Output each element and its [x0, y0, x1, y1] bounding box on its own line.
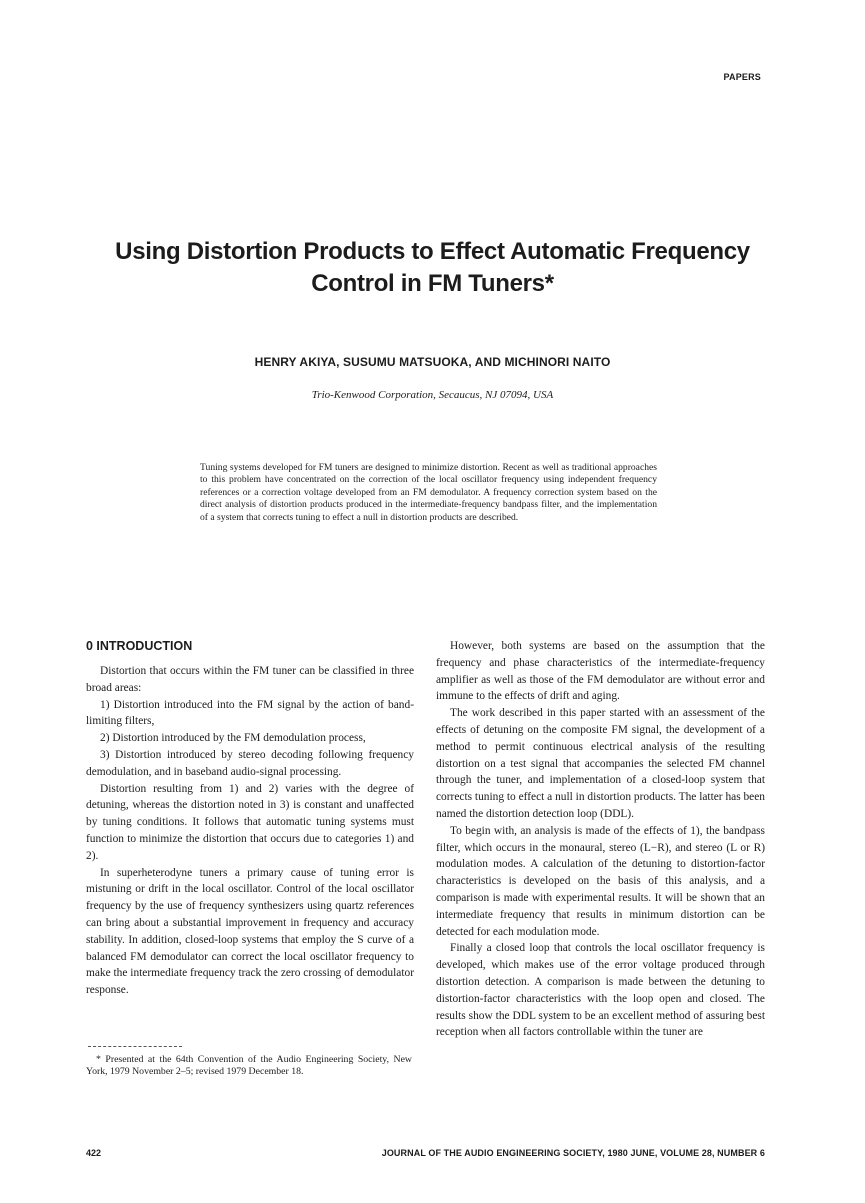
paragraph: However, both systems are based on the assumption that the frequency and phase characteristics of the intermediate-frequency amplifier as well as those of the FM demodulator are without error and immune to the effects of drift and aging. — [436, 640, 765, 703]
title-line-2: Control in FM Tuners* — [311, 270, 554, 297]
left-column — [86, 638, 414, 999]
title-line-1: Using Distortion Products to Effect Automatic Frequency — [115, 238, 750, 265]
paragraph: Distortion that occurs within the FM tuner can be classified in three broad areas: — [86, 665, 414, 694]
paragraph: To begin with, an analysis is made of the effects of 1), the bandpass filter, which occurs in the monaural, stereo (L−R), and stereo (L or R) modulation modes. A calculation of the detuning to distortion-factor characteristics is developed on the basis of this analysis, and a comparison is made with experimental results. It will be shown that an intermediate frequency that results in minimum distortion can be detected for each modulation mode. — [436, 824, 765, 938]
paragraph: 3) Distortion introduced by stereo decoding following frequency demodulation, and in baseband audio-signal processing. — [86, 748, 414, 778]
journal-footer: JOURNAL OF THE AUDIO ENGINEERING SOCIETY, 1980 JUNE, VOLUME 28, NUMBER 6 — [381, 1148, 765, 1158]
footnote — [86, 1054, 412, 1078]
author-list: HENRY AKIYA, SUSUMU MATSUOKA, AND MICHINORI NAITO — [254, 355, 611, 369]
section-label: PAPERS — [723, 72, 761, 82]
page-number: 422 — [86, 1148, 102, 1158]
paragraph: The work described in this paper started with an assessment of the effects of detuning on the composite FM signal, the development of a method to permit continuous electrical analysis of the resulting distortion on a test signal that accompanies the selected FM channel through the tuner, and implementation of a closed-loop system that corrects tuning to effect a null in distortion products. The latter has been named the distortion detection loop (DDL). — [436, 707, 765, 820]
paragraph: Distortion resulting from 1) and 2) varies with the degree of detuning, whereas the distortion noted in 3) is constant and unaffected by tuning conditions. It follows that automatic tuning systems must function to minimize the distortion that occurs due to categories 1) and 2). — [86, 782, 414, 862]
footnote-divider — [88, 1046, 182, 1047]
affiliation: Trio-Kenwood Corporation, Secaucus, NJ 07094, USA — [311, 389, 554, 401]
paragraph: Finally a closed loop that controls the local oscillator frequency is developed, which makes use of the error voltage produced through distortion detection. A comparison is made between the detuning to distortion-factor characteristics with the loop open and closed. The results show the DDL system to be an excellent method of assuring best reception when all factors controllable within the tuner are — [436, 942, 765, 1039]
section-heading: 0 INTRODUCTION — [86, 639, 193, 653]
footnote-text: * Presented at the 64th Convention of the Audio Engineering Society, New York, 1979 November 2–5; revised 1979 December 18. — [86, 1054, 412, 1077]
right-column — [436, 638, 765, 1041]
abstract: Tuning systems developed for FM tuners are designed to minimize distortion. Recent as well as traditional approaches to this problem have concentrated on the correction of the local oscillator frequency using independent frequency references or a correction voltage developed from an FM demodulator. A frequency correction system based on the direct analysis of distortion products produced in the intermediate-frequency bandpass filter, and the implementation of a system that corrects tuning to effect a null in distortion products are described. — [200, 462, 657, 523]
paragraph: 1) Distortion introduced into the FM signal by the action of band-limiting filters, — [86, 698, 414, 728]
paragraph: 2) Distortion introduced by the FM demodulation process, — [100, 732, 366, 745]
paragraph: In superheterodyne tuners a primary cause of tuning error is mistuning or drift in the local oscillator. Control of the local oscillator frequency by the use of frequency synthesizers using quartz references can bring about a substantial improvement in frequency and accuracy stability. In addition, closed-loop systems that employ the S curve of a balanced FM demodulator can correct the local oscillator frequency to make the intermediate frequency track the zero crossing of demodulator response. — [86, 866, 414, 997]
paper-title — [60, 236, 805, 300]
